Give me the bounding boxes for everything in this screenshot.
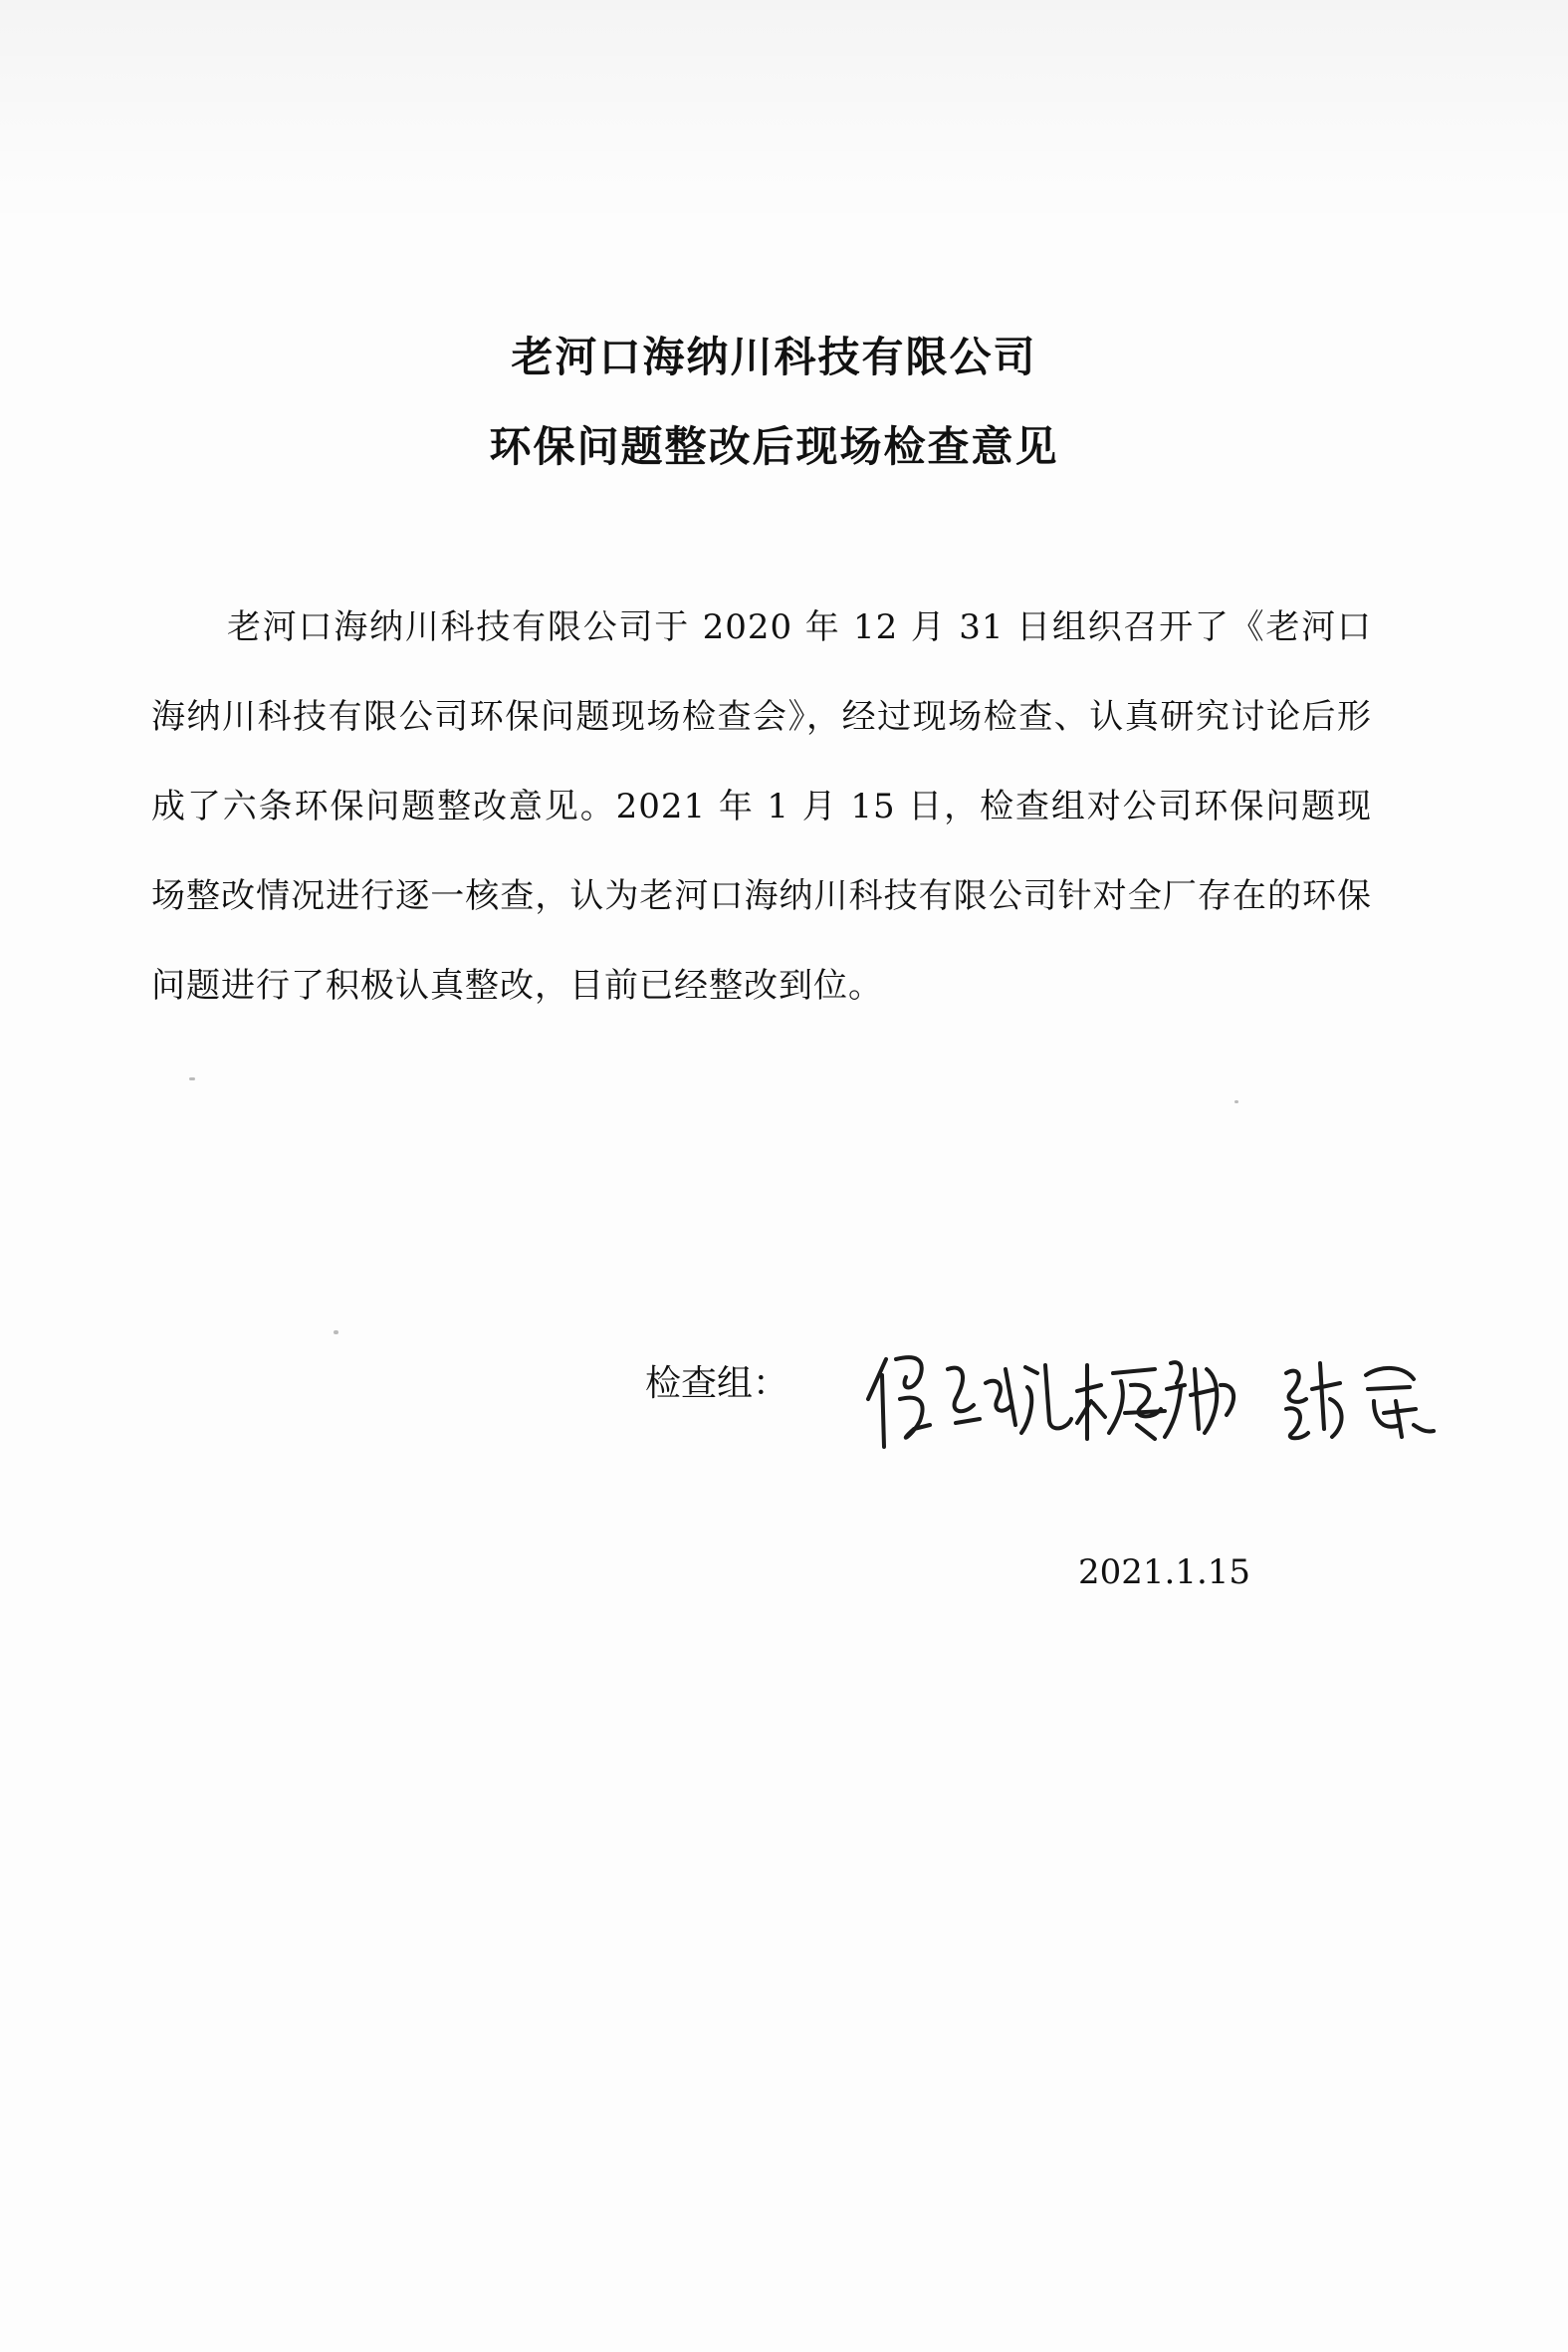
inspection-group-label: 检查组： xyxy=(645,1363,789,1404)
document-title-subject: 环保问题整改后现场检查意见 xyxy=(489,422,1059,471)
document-date: 2021.1.15 xyxy=(1078,1552,1251,1592)
scan-speck xyxy=(1234,1100,1238,1103)
body-paragraph: 老河口海纳川科技有限公司于 2020 年 12 月 31 日组织召开了《老河口海纳川科技有限公司环保问题现场检查会》，经过现场检查、认真研究讨论后形成了六条环保问题整改意见。2021 年 1 月 15 日，检查组对公司环保问题现场整改情况进行逐一核查，认为老河口海纳川科技有限公司针对全厂存在的环保问题进行了积极认真整改，目前已经整改到位。 xyxy=(151,607,1372,1006)
scan-shading xyxy=(0,0,1568,229)
document-title-company: 老河口海纳川科技有限公司 xyxy=(511,333,1037,381)
scan-speck xyxy=(189,1077,195,1080)
scan-speck xyxy=(334,1330,338,1334)
handwritten-signature-graphic xyxy=(856,1329,1454,1469)
